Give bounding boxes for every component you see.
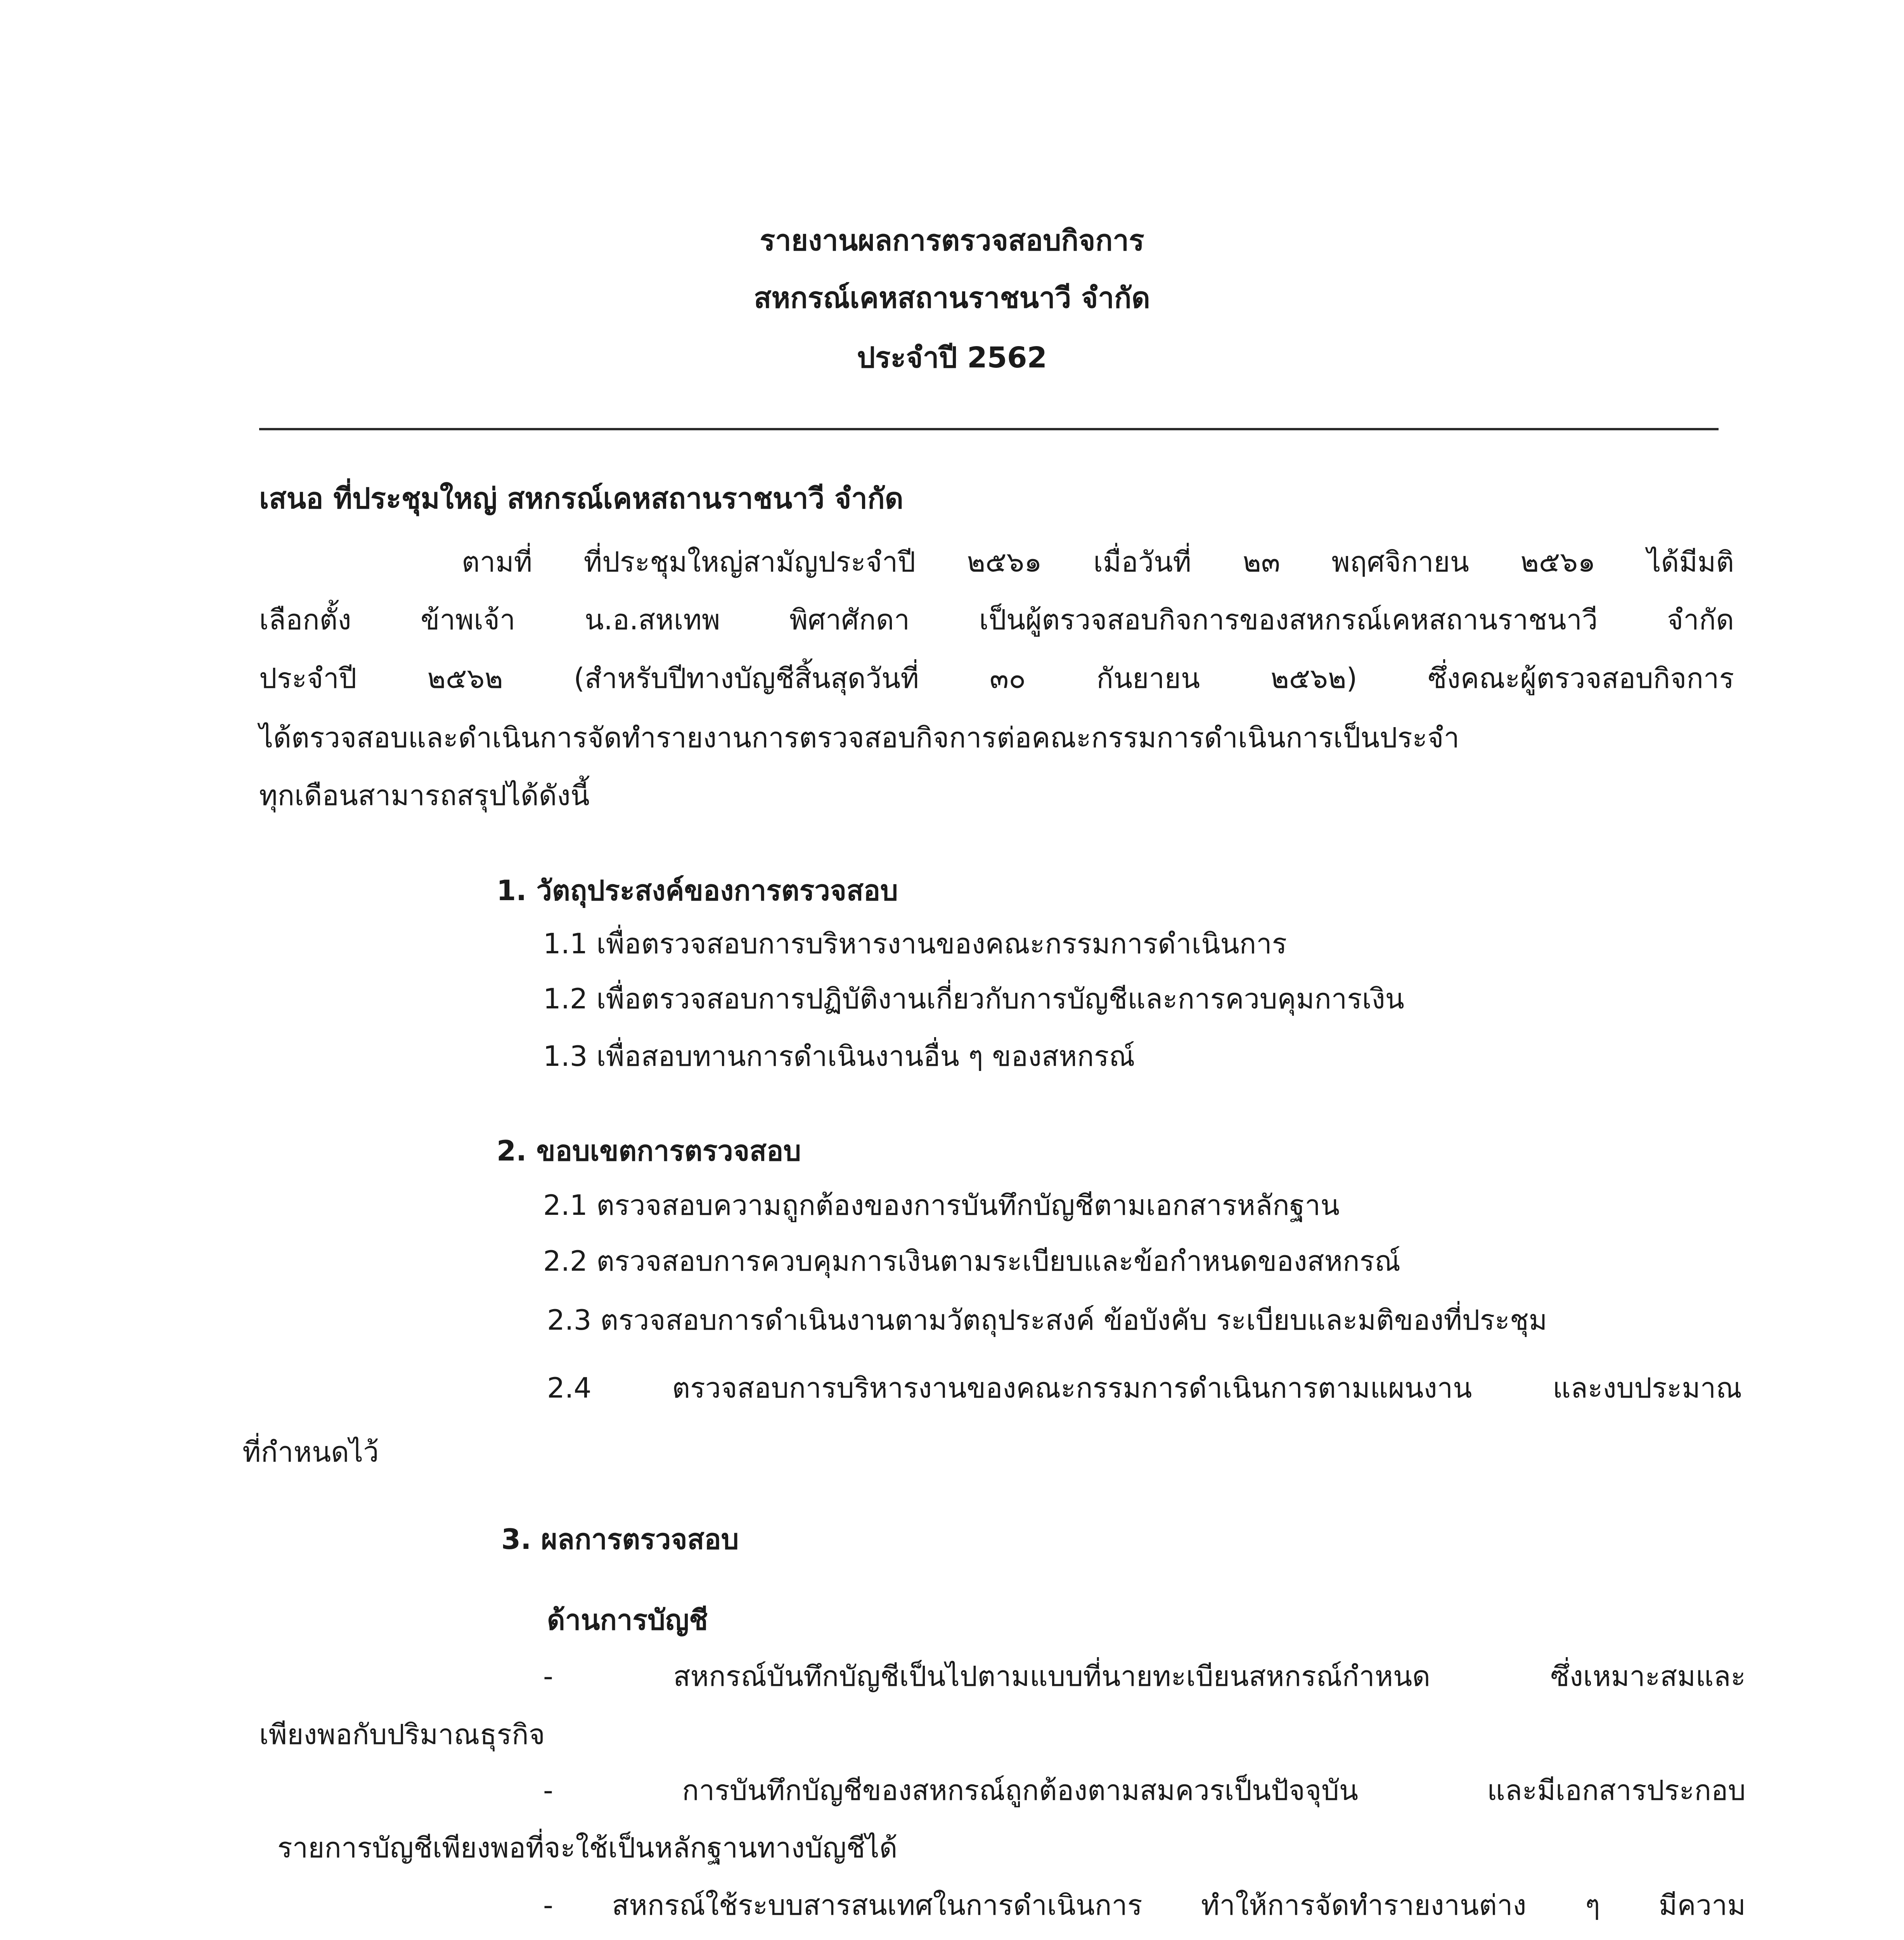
report-year: ประจำปี 2562 xyxy=(857,341,1047,374)
title-divider xyxy=(259,428,1719,430)
section-1-item-1: 1.1 เพื่อตรวจสอบการบริหารงานของคณะกรรมการดำเนินการ xyxy=(543,927,1287,960)
section-1-heading: 1. วัตถุประสงค์ของการตรวจสอบ xyxy=(497,874,898,907)
organization-name: สหกรณ์เคหสถานราชนาวี จำกัด xyxy=(754,281,1150,315)
intro-line-4: ได้ตรวจสอบและดำเนินการจัดทำรายงานการตรวจสอบกิจการต่อคณะกรรมการดำเนินการเป็นประจำ xyxy=(259,721,1459,754)
section-1-item-3: 1.3 เพื่อสอบทานการดำเนินงานอื่น ๆ ของสหกรณ์ xyxy=(543,1040,1135,1072)
report-title: รายงานผลการตรวจสอบกิจการ xyxy=(760,224,1144,257)
accounting-point-1: - สหกรณ์บันทึกบัญชีเป็นไปตามแบบที่นายทะเบียนสหกรณ์กำหนด ซึ่งเหมาะสมและ xyxy=(543,1660,1746,1692)
accounting-point-3: - สหกรณ์ใช้ระบบสารสนเทศในการดำเนินการ ทำให้การจัดทำรายงานต่าง ๆ มีความ xyxy=(543,1889,1746,1921)
section-2-item-4-continuation: ที่กำหนดไว้ xyxy=(242,1436,379,1468)
intro-line-2: เลือกตั้ง ข้าพเจ้า น.อ.สหเทพ พิศาศักดา เป็นผู้ตรวจสอบกิจการของสหกรณ์เคหสถานราชนาวี จำกัด xyxy=(259,603,1734,636)
intro-line-3: ประจำปี ๒๕๖๒ (สำหรับปีทางบัญชีสิ้นสุดวันที่ ๓๐ กันยายน ๒๕๖๒) ซึ่งคณะผู้ตรวจสอบกิจการ xyxy=(259,662,1734,695)
section-2-item-2: 2.2 ตรวจสอบการควบคุมการเงินตามระเบียบและข้อกำหนดของสหกรณ์ xyxy=(543,1245,1401,1277)
accounting-point-1-continuation: เพียงพอกับปริมาณธุรกิจ xyxy=(259,1718,545,1751)
intro-line-5: ทุกเดือนสามารถสรุปได้ดังนี้ xyxy=(259,779,590,812)
section-2-heading: 2. ขอบเขตการตรวจสอบ xyxy=(497,1135,801,1167)
section-1-item-2: 1.2 เพื่อตรวจสอบการปฏิบัติงานเกี่ยวกับการบัญชีและการควบคุมการเงิน xyxy=(543,982,1404,1015)
section-2-item-4: 2.4 ตรวจสอบการบริหารงานของคณะกรรมการดำเนินการตามแผนงาน และงบประมาณ xyxy=(547,1372,1742,1404)
addressee: เสนอ ที่ประชุมใหญ่ สหกรณ์เคหสถานราชนาวี จำกัด xyxy=(259,482,904,515)
section-3-heading: 3. ผลการตรวจสอบ xyxy=(501,1523,739,1555)
accounting-point-2: - การบันทึกบัญชีของสหกรณ์ถูกต้องตามสมควรเป็นปัจจุบัน และมีเอกสารประกอบ xyxy=(543,1774,1746,1807)
section-2-item-1: 2.1 ตรวจสอบความถูกต้องของการบันทึกบัญชีตามเอกสารหลักฐาน xyxy=(543,1189,1340,1221)
section-2-item-3: 2.3 ตรวจสอบการดำเนินงานตามวัตถุประสงค์ ข้อบังคับ ระเบียบและมติของที่ประชุม xyxy=(547,1304,1547,1336)
accounting-point-2-continuation: รายการบัญชีเพียงพอที่จะใช้เป็นหลักฐานทางบัญชีได้ xyxy=(277,1831,898,1864)
intro-line-1: ตามที่ ที่ประชุมใหญ่สามัญประจำปี ๒๕๖๑ เมื่อวันที่ ๒๓ พฤศจิกายน ๒๕๖๑ ได้มีมติ xyxy=(462,546,1734,578)
section-3-subheading: ด้านการบัญชี xyxy=(547,1604,708,1636)
